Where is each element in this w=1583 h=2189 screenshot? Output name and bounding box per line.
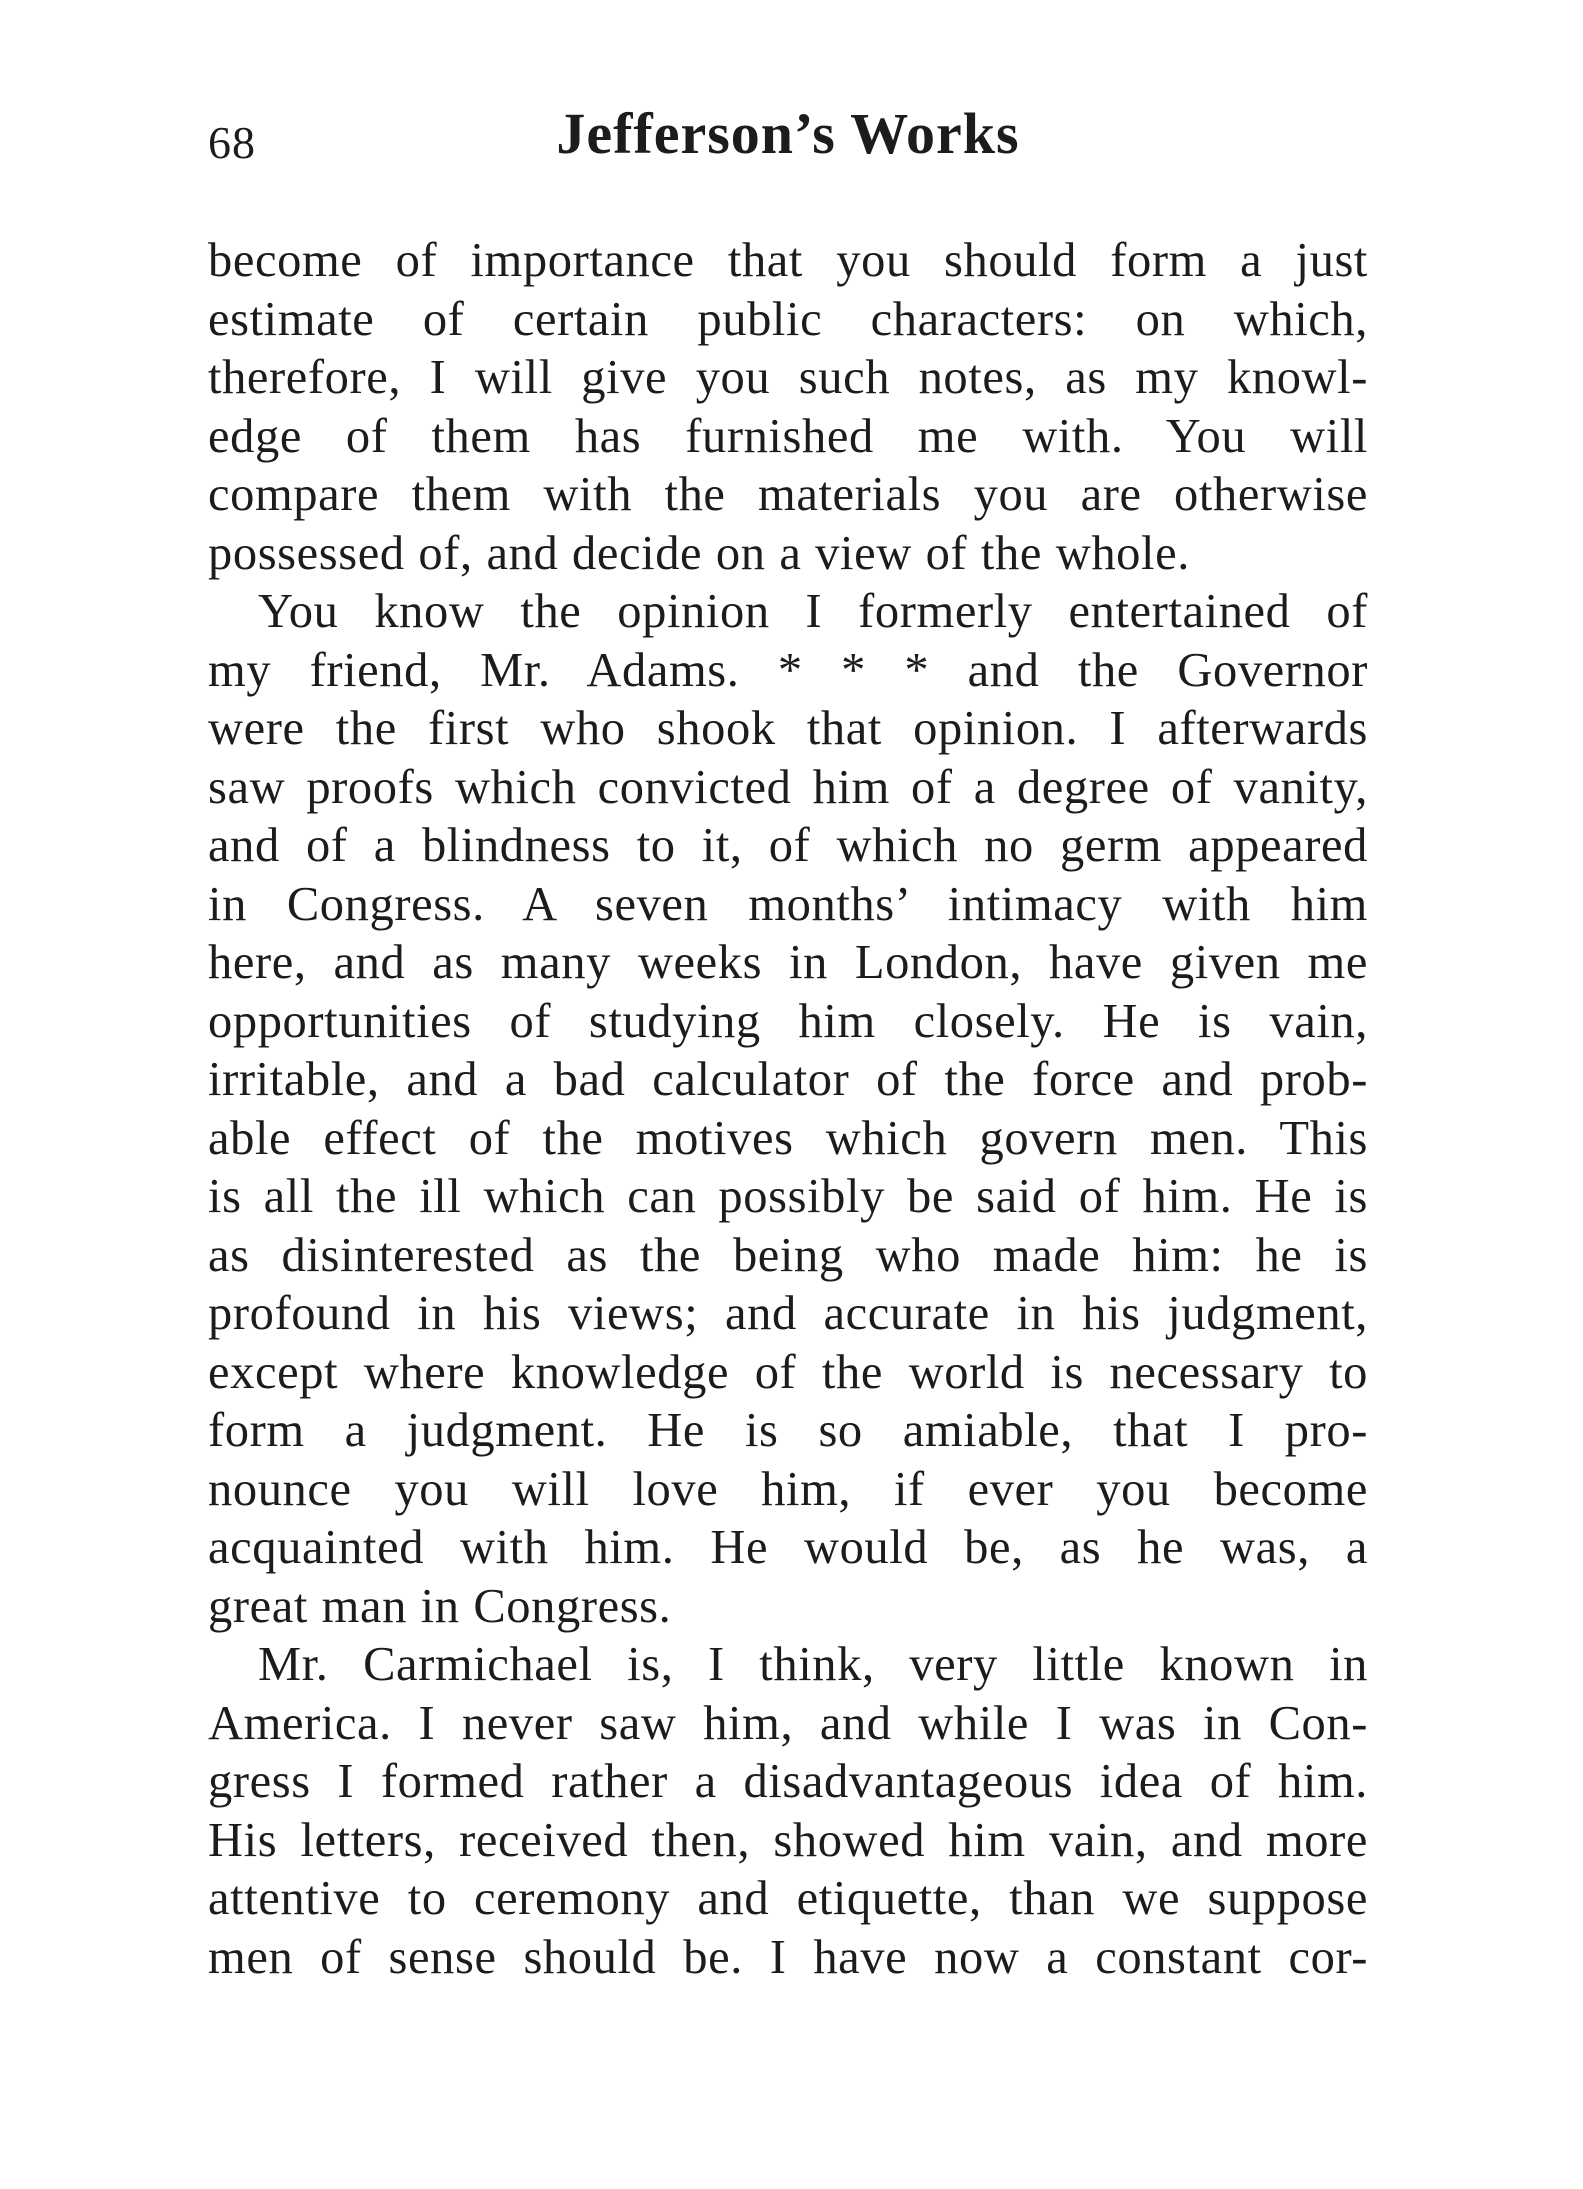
text-line: as disinterested as the being who made him: he is bbox=[208, 1228, 1368, 1282]
text-line: nounce you will love him, if ever you become bbox=[208, 1462, 1368, 1516]
text-line: were the first who shook that opinion. I afterwards bbox=[208, 702, 1368, 755]
text-line: compare them with the materials you are otherwise bbox=[208, 468, 1368, 521]
body-text bbox=[208, 232, 1368, 1987]
text-line: able effect of the motives which govern men. This bbox=[208, 1111, 1368, 1165]
text-line: You know the opinion I formerly entertained of bbox=[258, 585, 1368, 638]
text-line: attentive to ceremony and etiquette, than we suppose bbox=[208, 1872, 1368, 1925]
text-line: here, and as many weeks in London, have given me bbox=[208, 936, 1368, 989]
text-line: except where knowledge of the world is necessary to bbox=[208, 1345, 1368, 1399]
text-line: men of sense should be. I have now a constant cor- bbox=[208, 1930, 1368, 1984]
book-page bbox=[208, 100, 1368, 1987]
paragraph-1 bbox=[208, 232, 1368, 583]
running-head bbox=[208, 100, 1368, 190]
text-line: His letters, received then, showed him vain, and more bbox=[208, 1813, 1368, 1867]
text-line: great man in Congress. bbox=[208, 1579, 672, 1633]
text-line: opportunities of studying him closely. He is vain, bbox=[208, 994, 1368, 1048]
text-line: irritable, and a bad calculator of the force and prob- bbox=[208, 1053, 1368, 1106]
page-number: 68 bbox=[208, 117, 256, 168]
text-line: therefore, I will give you such notes, as my knowl- bbox=[208, 351, 1368, 404]
text-line: profound in his views; and accurate in his judgment, bbox=[208, 1287, 1368, 1340]
text-line: acquainted with him. He would be, as he was, a bbox=[208, 1521, 1368, 1574]
text-line: possessed of, and decide on a view of the whole. bbox=[208, 526, 1190, 580]
text-line: edge of them has furnished me with. You will bbox=[208, 409, 1368, 463]
text-line: Mr. Carmichael is, I think, very little known in bbox=[258, 1638, 1368, 1691]
text-line: gress I formed rather a disadvantageous idea of him. bbox=[208, 1755, 1368, 1808]
running-title: Jefferson’s Works bbox=[556, 101, 1020, 166]
text-line: saw proofs which convicted him of a degree of vanity, bbox=[208, 760, 1368, 814]
text-line: in Congress. A seven months’ intimacy with him bbox=[208, 877, 1368, 931]
text-line: my friend, Mr. Adams. * * * and the Governor bbox=[208, 643, 1368, 697]
text-line: become of importance that you should form a just bbox=[208, 234, 1368, 287]
text-line: America. I never saw him, and while I was in Con- bbox=[208, 1696, 1368, 1750]
text-line: is all the ill which can possibly be said of him. He is bbox=[208, 1170, 1368, 1223]
text-line: estimate of certain public characters: on which, bbox=[208, 292, 1368, 346]
text-line: form a judgment. He is so amiable, that I pro- bbox=[208, 1404, 1368, 1457]
paragraph-3 bbox=[208, 1636, 1368, 1987]
paragraph-2 bbox=[208, 583, 1368, 1636]
text-line: and of a blindness to it, of which no germ appeared bbox=[208, 819, 1368, 872]
